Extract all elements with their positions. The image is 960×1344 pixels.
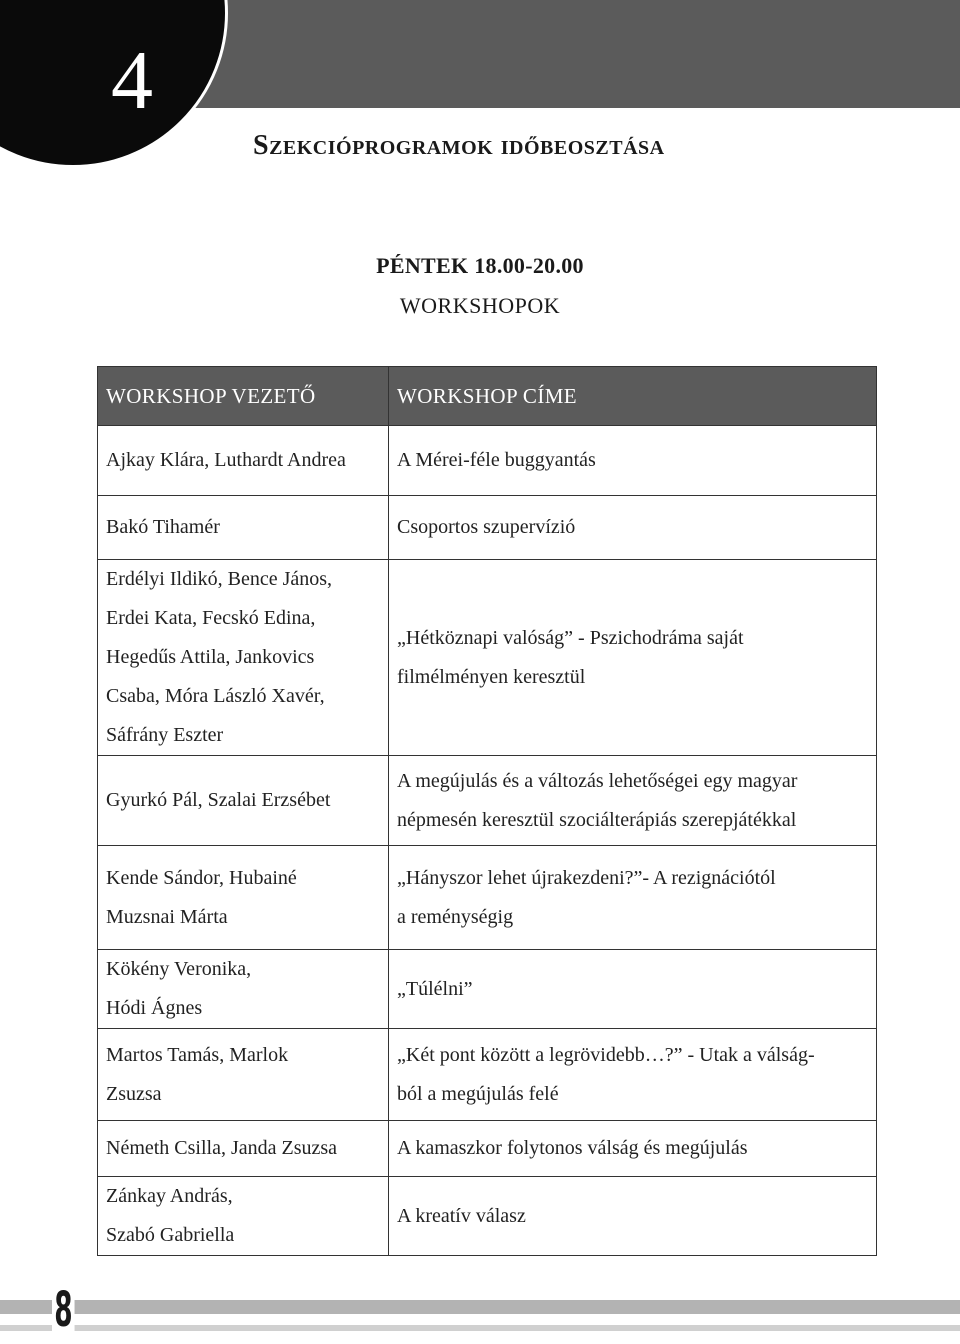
workshop-leader-cell: [98, 496, 389, 560]
leader-line: Bakó Tihamér: [106, 516, 220, 538]
title-line: A megújulás és a változás lehetőségei egy magyar: [397, 769, 798, 792]
workshop-table: [97, 366, 877, 1256]
title-line: A kamaszkor folytonos válság és megújulás: [397, 1137, 748, 1159]
leader-line: Csaba, Móra László Xavér,: [106, 685, 325, 707]
page-number: 8: [52, 1282, 75, 1338]
workshop-leader-cell: [98, 1177, 389, 1256]
column-header-title: WORKSHOP CÍME: [389, 367, 877, 426]
workshop-title-cell: [389, 1121, 877, 1177]
workshop-title-cell: [389, 560, 877, 756]
title-line: a reménységig: [397, 905, 514, 928]
title-line: A kreatív válasz: [397, 1204, 526, 1227]
workshop-leader-cell: [98, 846, 389, 950]
title-line: filmélményen keresztül: [397, 665, 586, 688]
leader-line: Szabó Gabriella: [106, 1224, 235, 1246]
table-row: [98, 950, 877, 1029]
table-header-row: [98, 367, 877, 426]
title-line: „Két pont között a legrövidebb…?” - Utak a válság-: [397, 1043, 815, 1066]
leader-line: Erdélyi Ildikó, Bence János,: [106, 568, 333, 590]
footer-bar: [0, 1300, 960, 1314]
leader-line: Gyurkó Pál, Szalai Erzsébet: [106, 789, 331, 811]
workshop-title-cell: [389, 496, 877, 560]
chapter-badge: [0, 0, 228, 168]
table-row: [98, 560, 877, 756]
footer-bar-thin: [0, 1325, 960, 1331]
leader-line: Muzsnai Márta: [106, 905, 228, 928]
chapter-number: 4: [111, 34, 153, 127]
workshop-leader-cell: [98, 1029, 389, 1121]
title-line: ból a megújulás felé: [397, 1082, 559, 1105]
workshop-leader-cell: [98, 426, 389, 496]
leader-line: Zánkay András,: [106, 1185, 233, 1207]
table-row: [98, 1029, 877, 1121]
workshop-title-cell: [389, 426, 877, 496]
title-line: „Hétköznapi valóság” - Pszichodráma saját: [397, 626, 744, 649]
table-row: [98, 1121, 877, 1177]
title-line: Csoportos szupervízió: [397, 516, 576, 538]
leader-line: Ajkay Klára, Luthardt Andrea: [106, 449, 346, 471]
table-row: [98, 756, 877, 846]
leader-line: Németh Csilla, Janda Zsuzsa: [106, 1137, 338, 1159]
table-row: [98, 496, 877, 560]
title-line: „Túlélni”: [397, 977, 473, 1000]
column-header-leader: WORKSHOP VEZETŐ: [98, 367, 389, 426]
title-line: népmesén keresztül szociálterápiás szerepjátékkal: [397, 808, 797, 831]
workshop-title-cell: [389, 1177, 877, 1256]
title-line: A Mérei-féle buggyantás: [397, 449, 596, 471]
workshop-title-cell: [389, 756, 877, 846]
leader-line: Hegedűs Attila, Jankovics: [106, 646, 315, 668]
title-line: „Hányszor lehet újrakezdeni?”- A rezignációtól: [397, 866, 776, 889]
workshop-leader-cell: [98, 1121, 389, 1177]
table-row: [98, 426, 877, 496]
day-title: PÉNTEK 18.00-20.00: [376, 253, 584, 278]
subtitle: WORKSHOPOK: [399, 293, 561, 318]
workshop-title-cell: [389, 1029, 877, 1121]
leader-line: Martos Tamás, Marlok: [106, 1043, 289, 1066]
leader-line: Sáfrány Eszter: [106, 724, 224, 746]
workshop-leader-cell: [98, 560, 389, 756]
workshop-leader-cell: [98, 756, 389, 846]
leader-line: Kökény Veronika,: [106, 958, 252, 980]
table-row: [98, 846, 877, 950]
workshop-leader-cell: [98, 950, 389, 1029]
leader-line: Zsuzsa: [106, 1082, 162, 1105]
leader-line: Erdei Kata, Fecskó Edina,: [106, 607, 316, 629]
table-row: [98, 1177, 877, 1256]
workshop-title-cell: [389, 846, 877, 950]
leader-line: Hódi Ágnes: [106, 997, 203, 1019]
section-title: Szekcióprogramok időbeosztása: [253, 130, 665, 161]
leader-line: Kende Sándor, Hubainé: [106, 866, 297, 889]
workshop-title-cell: [389, 950, 877, 1029]
